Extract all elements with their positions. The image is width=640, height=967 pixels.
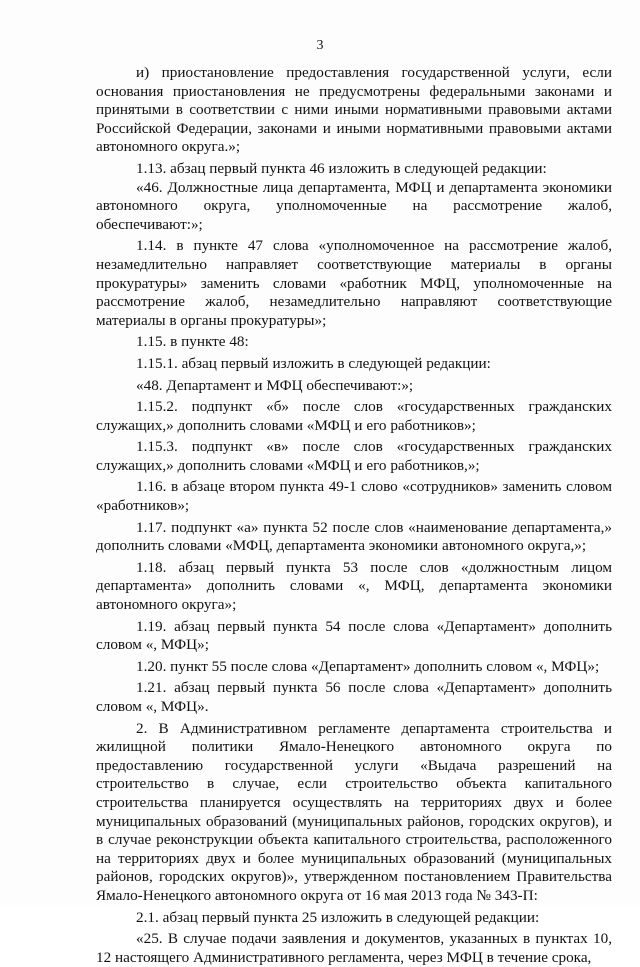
page-number: 3 [316, 38, 324, 53]
paragraph-1-15-3: 1.15.3. подпункт «в» после слов «государственных гражданских служащих,» дополнить словами «МФЦ и его работников,»; [96, 438, 612, 474]
paragraph-1-13: 1.13. абзац первый пункта 46 изложить в следующей редакции: [136, 159, 547, 177]
paragraph-1-15-1: 1.15.1. абзац первый изложить в следующей редакции: [136, 354, 491, 372]
paragraph-quote-46: «46. Должностные лица департамента, МФЦ и департамента экономики автономного округа, уполномоченные на рассмотрение жалоб, обеспечивают:»; [96, 178, 612, 233]
paragraph-2: 2. В Административном регламенте департамента строительства и жилищной политики Ямало-Ненецкого автономного округа по предоставлению государственной услуги «Выдача разрешений на строительство в случае, если строительство объекта капитального строительства планируется осуществлять на территориях двух и более муниципальных образований (муниципальных районов, городских округов), и в случае реконструкции объекта капитального строительства, расположенного на территориях двух и более муниципальных образований (муниципальных районов, городских округов)», утвержденном постановлением Правительства Ямало-Ненецкого автономного округа от 16 мая 2013 года № 343-П: [96, 719, 612, 904]
paragraph-1-15: 1.15. в пункте 48: [136, 333, 249, 351]
paragraph-1-21: 1.21. абзац первый пункта 56 после слова «Департамент» дополнить словом «, МФЦ». [96, 679, 612, 715]
paragraph-1-18: 1.18. абзац первый пункта 53 после слов «должностным лицом департамента» дополнить словами «, МФЦ, департамента экономики автономного округа»; [96, 558, 612, 614]
paragraph-quote-25: «25. В случае подачи заявления и документов, указанных в пунктах 10, 12 настоящего Административного регламента, через МФЦ в течение срока, [96, 930, 612, 966]
paragraph-1-20: 1.20. пункт 55 после слова «Департамент» дополнить словом «, МФЦ»; [136, 657, 600, 675]
paragraph-1-17: 1.17. подпункт «а» пункта 52 после слов «наименование департамента,» дополнить словами «МФЦ, департамента экономики автономного округа,»; [96, 518, 612, 555]
paragraph-1-19: 1.19. абзац первый пункта 54 после слова «Департамент» дополнить словом «, МФЦ»; [96, 617, 612, 654]
paragraph-2-1: 2.1. абзац первый пункта 25 изложить в следующей редакции: [136, 908, 540, 926]
paragraph-1-14: 1.14. в пункте 47 слова «уполномоченное на рассмотрение жалоб, незамедлительно направляет соответствующие материалы в органы прокуратуры» заменить словами «работник МФЦ, уполномоченные на рассмотрение жалоб, незамедлительно направляют соответствующие материалы в органы прокуратуры»; [96, 237, 612, 329]
paragraph-1-15-2: 1.15.2. подпункт «б» после слов «государственных гражданских служащих,» дополнить словами «МФЦ и его работников»; [96, 398, 612, 434]
document-body [96, 64, 612, 967]
paragraph-1-16: 1.16. в абзаце втором пункта 49-1 слово «сотрудников» заменить словом «работников»; [96, 478, 612, 515]
paragraph-quote-48: «48. Департамент и МФЦ обеспечивают:»; [136, 376, 414, 394]
paragraph-item-i: и) приостановление предоставления государственной услуги, если основания приостановления не предусмотрены федеральными законами и принятыми в соответствии с ними иными нормативными правовыми актами Российской Федерации, законами и иными нормативными правовыми актами автономного округа.»; [96, 64, 612, 156]
